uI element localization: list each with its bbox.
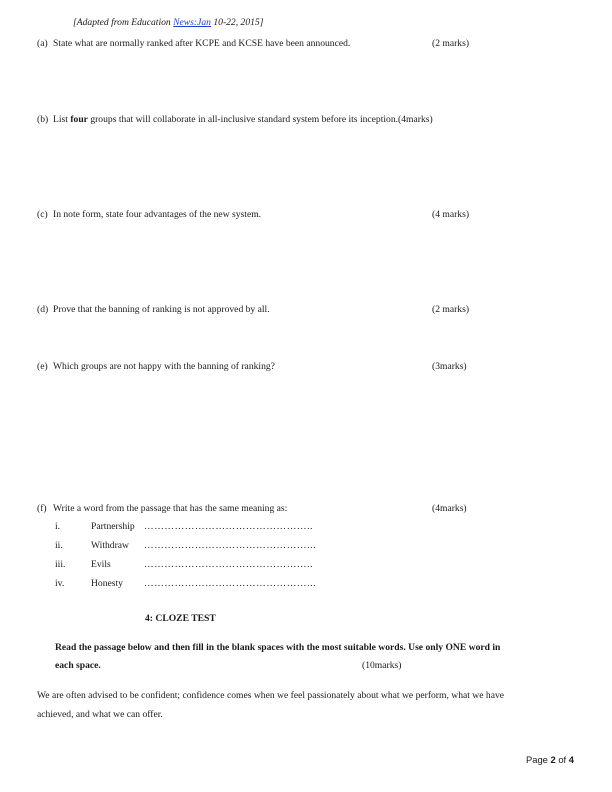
question-f-letter: (f) — [37, 503, 47, 514]
synonym-word: Honesty — [91, 578, 123, 589]
cloze-passage-line-2: achieved, and what we can offer. — [37, 709, 163, 720]
question-a-letter: (a) — [37, 38, 48, 49]
question-c-letter: (c) — [37, 209, 48, 220]
synonym-blank[interactable]: ………………………………………….. — [144, 559, 314, 570]
question-f-marks: (4marks) — [432, 503, 467, 514]
question-d-letter: (d) — [37, 304, 49, 315]
synonym-word: Evils — [91, 559, 111, 570]
source-link[interactable]: News:Jan — [173, 17, 211, 28]
synonym-number: iv. — [55, 578, 65, 589]
synonym-blank[interactable]: ………………………………………….. — [144, 521, 314, 532]
page-word: Page — [526, 754, 551, 765]
question-b-text — [53, 114, 433, 125]
question-f-text: Write a word from the passage that has the same meaning as: — [53, 503, 288, 514]
question-e-text: Which groups are not happy with the banning of ranking? — [53, 361, 275, 372]
question-c-marks: (4 marks) — [432, 209, 470, 220]
cloze-marks: (10marks) — [362, 660, 402, 671]
page-number — [526, 754, 574, 765]
question-d-text: Prove that the banning of ranking is not approved by all. — [53, 304, 270, 315]
question-a-text: State what are normally ranked after KCPE and KCSE have been announced. — [53, 38, 351, 49]
synonym-word: Withdraw — [91, 540, 129, 551]
section-heading: 4: CLOZE TEST — [145, 613, 216, 624]
question-b-letter: (b) — [37, 114, 49, 125]
question-e-marks: (3marks) — [432, 361, 467, 372]
question-c-text: In note form, state four advantages of the new system. — [53, 209, 262, 220]
question-e-letter: (e) — [37, 361, 48, 372]
question-b-text-before: List — [53, 114, 71, 125]
cloze-passage-line-1: We are often advised to be confident; confidence comes when we feel passionately about what we perform, what we have — [37, 690, 505, 701]
source-prefix: [Adapted from Education — [73, 17, 174, 28]
question-d-marks: (2 marks) — [432, 304, 470, 315]
source-suffix: 10-22, 2015] — [210, 17, 264, 28]
current-page: 2 — [550, 754, 556, 765]
synonym-blank[interactable]: …………………………………………... — [144, 540, 317, 551]
cloze-instruction-line-1: Read the passage below and then fill in the blank spaces with the most suitable words. Use only ONE word in — [55, 642, 501, 653]
cloze-instruction-line-2: each space. — [55, 660, 101, 671]
question-a-marks: (2 marks) — [432, 38, 470, 49]
total-pages: 4 — [568, 754, 574, 765]
question-b-emphasis: four — [70, 114, 88, 125]
synonym-number: ii. — [55, 540, 63, 551]
synonym-word: Partnership — [91, 521, 135, 532]
of-word: of — [555, 754, 569, 765]
question-b-text-after: groups that will collaborate in all-inclusive standard system before its inception.(4marks) — [87, 114, 433, 125]
source-citation — [73, 17, 263, 28]
synonym-number: iii. — [55, 559, 66, 570]
synonym-blank[interactable]: …………………………………………... — [144, 578, 317, 589]
synonym-number: i. — [55, 521, 61, 532]
